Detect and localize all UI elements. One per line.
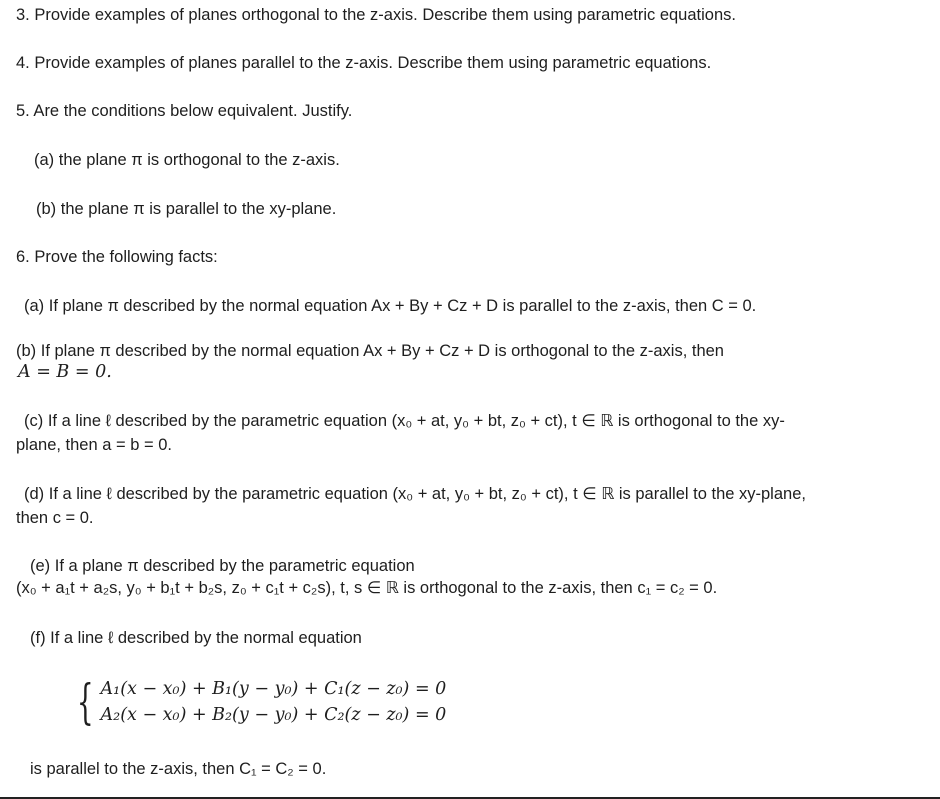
question-6d-line2: then c = 0. (16, 509, 94, 527)
equation-1: A₁(x − x₀) + B₁(y − y₀) + C₁(z − z₀) = 0 (100, 679, 447, 699)
equation-list (101, 677, 447, 727)
equation-system (70, 672, 446, 732)
equation-2: A₂(x − x₀) + B₂(y − y₀) + C₂(z − z₀) = 0 (100, 705, 447, 725)
question-6c-line2: plane, then a = b = 0. (16, 436, 172, 454)
question-6d-line1: (d) If a line ℓ described by the parametric equation (x₀ + at, y₀ + bt, z₀ + ct), t ∈ ℝ is parallel to the xy-plane, (24, 485, 806, 503)
question-6: 6. Prove the following facts: (16, 248, 218, 266)
question-6f-line2: is parallel to the z-axis, then C₁ = C₂ = 0. (30, 760, 327, 778)
question-6c-line1: (c) If a line ℓ described by the parametric equation (x₀ + at, y₀ + bt, z₀ + ct), t ∈ ℝ is orthogonal to the xy- (24, 412, 785, 430)
question-3: 3. Provide examples of planes orthogonal to the z-axis. Describe them using parametric equations. (16, 6, 736, 24)
question-6e-line1: (e) If a plane π described by the parametric equation (30, 557, 415, 575)
question-5: 5. Are the conditions below equivalent. Justify. (16, 102, 353, 120)
question-6b-line2: A = B = 0. (18, 362, 112, 382)
question-6f-line1: (f) If a line ℓ described by the normal equation (30, 629, 362, 647)
question-6e-line2: (x₀ + a₁t + a₂s, y₀ + b₁t + b₂s, z₀ + c₁t + c₂s), t, s ∈ ℝ is orthogonal to the z-axis, then c₁ = c₂ = 0. (16, 579, 718, 597)
question-6b-line1: (b) If plane π described by the normal equation Ax + By + Cz + D is orthogonal to the z-axis, then (16, 342, 724, 360)
question-6a: (a) If plane π described by the normal equation Ax + By + Cz + D is parallel to the z-axis, then C = 0. (24, 297, 757, 315)
left-brace: { (76, 674, 94, 730)
question-5a: (a) the plane π is orthogonal to the z-axis. (34, 151, 340, 169)
question-4: 4. Provide examples of planes parallel to the z-axis. Describe them using parametric equations. (16, 54, 712, 72)
question-5b: (b) the plane π is parallel to the xy-plane. (36, 200, 337, 218)
